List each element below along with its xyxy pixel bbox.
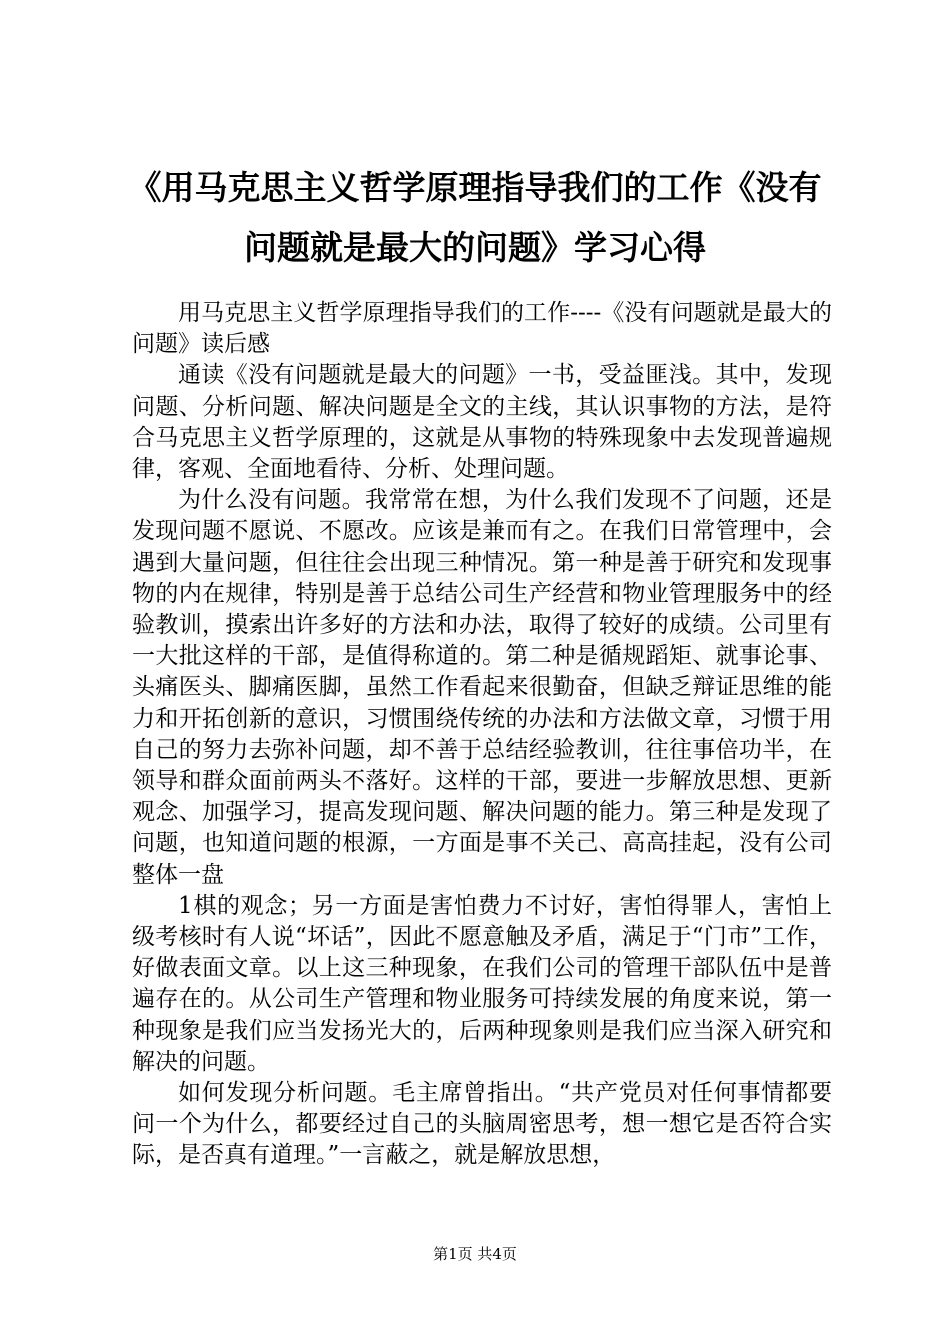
- paragraph-how-to-find: 如何发现分析问题。毛主席曾指出。“共产党员对任何事情都要问一个为什么，都要经过自己的头脑周密思考，想一想它是否符合实际，是否真有道理。”一言蔽之，就是解放思想，: [132, 1080, 832, 1169]
- document-body: [132, 298, 832, 1172]
- page-number-footer: 第1页 共4页: [433, 1245, 517, 1263]
- paragraph-subtitle: 用马克思主义哲学原理指导我们的工作----《没有问题就是最大的问题》读后感: [132, 300, 832, 358]
- paragraph-continuation: 1棋的观念；另一方面是害怕费力不讨好，害怕得罪人，害怕上级考核时有人说“坏话”，因此不愿意触及矛盾，满足于“门市”工作，好做表面文章。以上这三种现象，在我们公司的管理干部队伍中是普遍存在的。从公司生产管理和物业服务可持续发展的角度来说，第一种现象是我们应当发扬光大的，后两种现象则是我们应当深入研究和解决的问题。: [132, 892, 832, 1075]
- paragraph-intro: 通读《没有问题就是最大的问题》一书，受益匪浅。其中，发现问题、分析问题、解决问题是全文的主线，其认识事物的方法，是符合马克思主义哲学原理的，这就是从事物的特殊现象中去发现普遍规律，客观、全面地看待、分析、处理问题。: [132, 362, 832, 483]
- paragraph-why-no-problems: 为什么没有问题。我常常在想，为什么我们发现不了问题，还是发现问题不愿说、不愿改。应该是兼而有之。在我们日常管理中，会遇到大量问题，但往往会出现三种情况。第一种是善于研究和发现事物的内在规律，特别是善于总结公司生产经营和物业管理服务中的经验教训，摸索出许多好的方法和办法，取得了较好的成绩。公司里有一大批这样的干部，是值得称道的。第二种是循规蹈矩、就事论事、头痛医头、脚痛医脚，虽然工作看起来很勤奋，但缺乏辩证思维的能力和开拓创新的意识，习惯围绕传统的办法和方法做文章，习惯于用自己的努力去弥补问题，却不善于总结经验教训，往往事倍功半，在领导和群众面前两头不落好。这样的干部，要进一步解放思想、更新观念、加强学习，提高发现问题、解决问题的能力。第三种是发现了问题，也知道问题的根源，一方面是事不关己、高高挂起，没有公司整体一盘: [132, 487, 832, 888]
- document-title: 《用马克思主义哲学原理指导我们的工作《没有问题就是最大的问题》学习心得: [128, 168, 822, 267]
